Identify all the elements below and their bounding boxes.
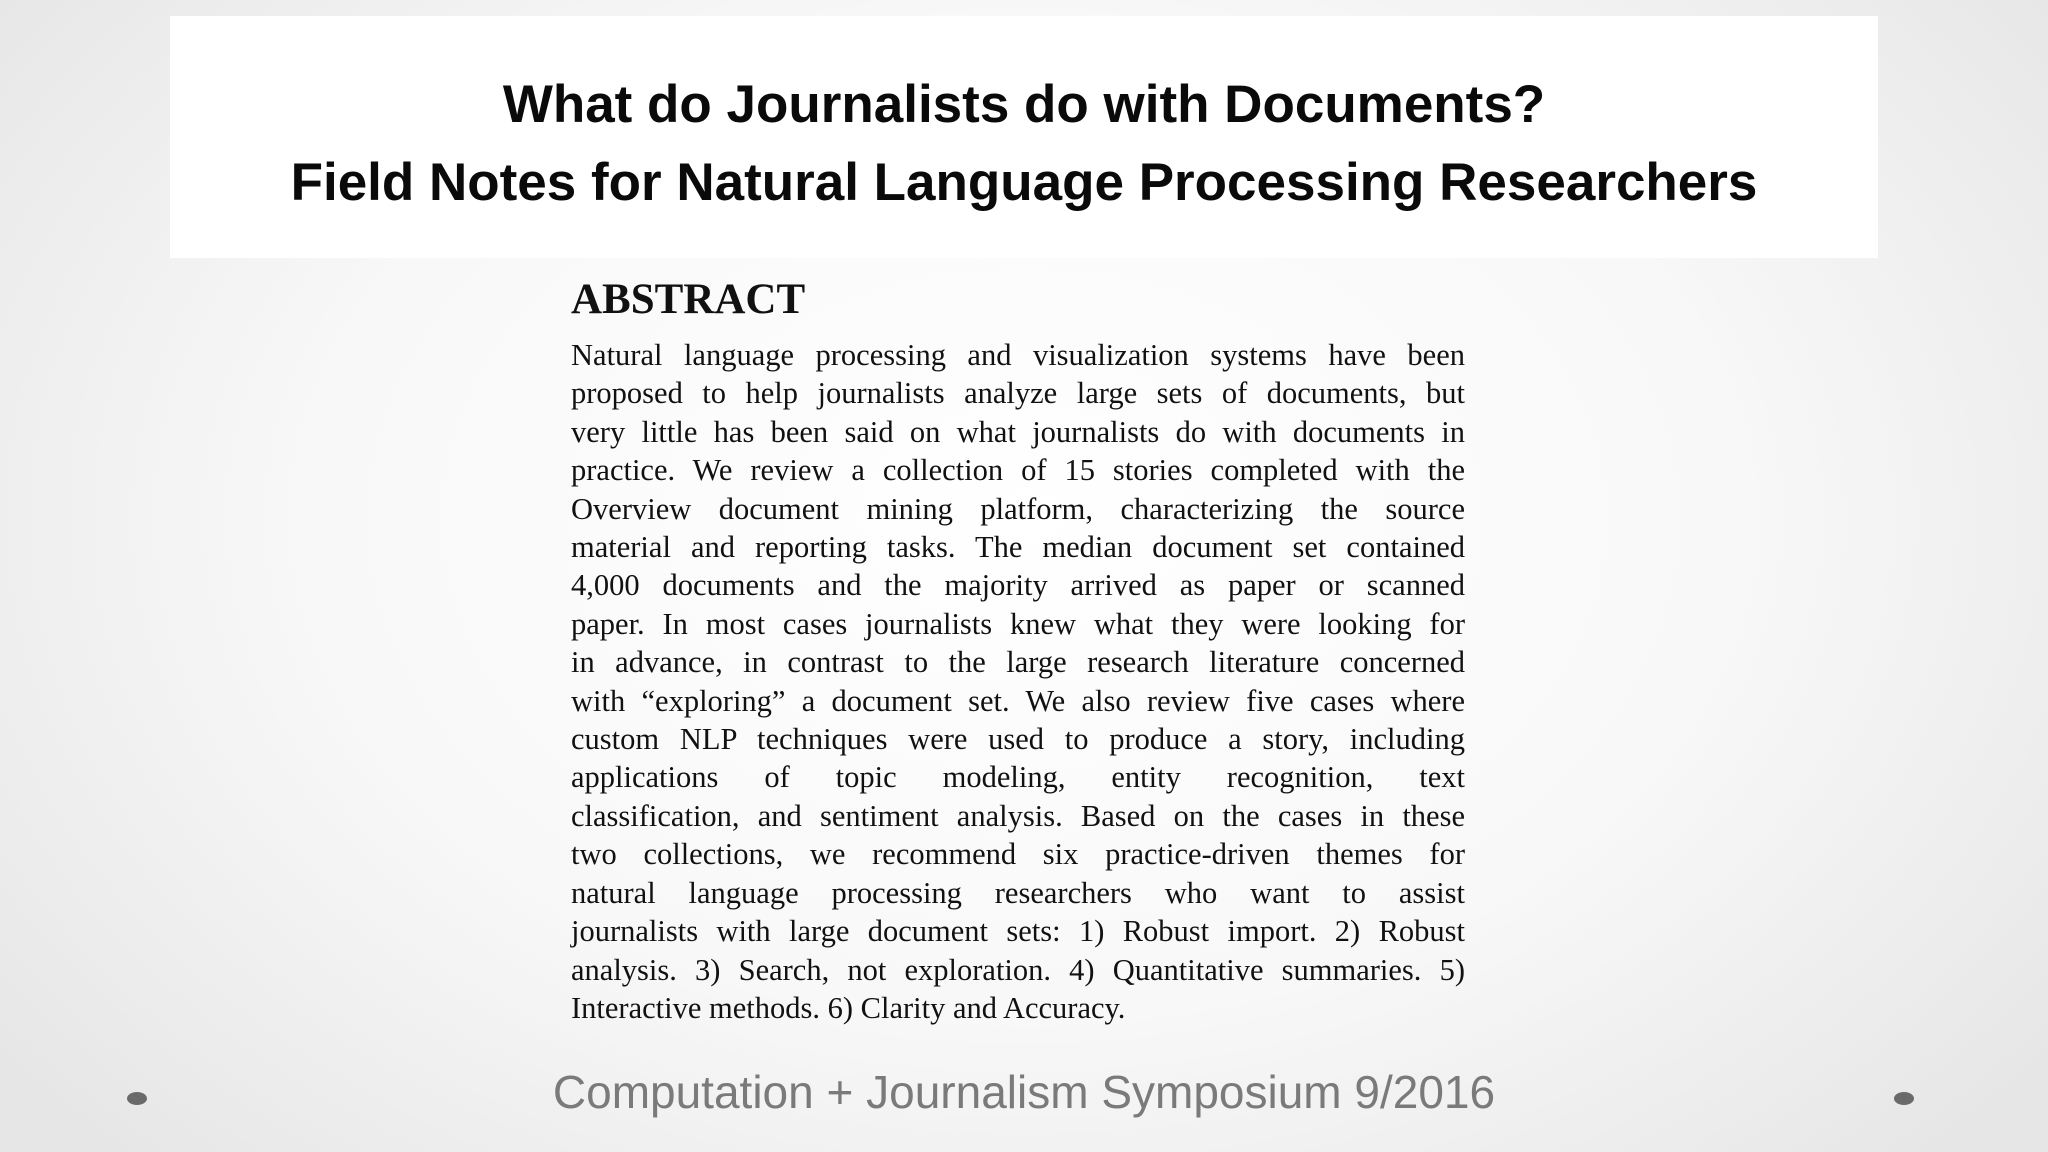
abstract-line: very little has been said on what journalists do with documents in — [571, 414, 1465, 449]
abstract-line: 4,000 documents and the majority arrived as paper or scanned — [571, 568, 1465, 603]
abstract-line: applications of topic modeling, entity recognition, text — [571, 760, 1465, 795]
abstract-line: paper. In most cases journalists knew what they were looking for — [571, 606, 1465, 641]
abstract-line: with “exploring” a document set. We also review five cases where — [571, 683, 1465, 718]
abstract-line: in advance, in contrast to the large research literature concerned — [571, 645, 1465, 680]
abstract-body — [571, 336, 1465, 1027]
title-banner — [170, 16, 1878, 258]
abstract-line: proposed to help journalists analyze large sets of documents, but — [571, 376, 1465, 411]
abstract-line: Overview document mining platform, characterizing the source — [571, 491, 1465, 526]
abstract-line: two collections, we recommend six practice-driven themes for — [571, 837, 1465, 872]
slide-title-line-1: What do Journalists do with Documents? — [502, 75, 1546, 134]
abstract-line: practice. We review a collection of 15 stories completed with the — [571, 453, 1465, 488]
abstract-line: custom NLP techniques were used to produce a story, including — [571, 722, 1465, 757]
abstract-section — [571, 270, 1465, 1027]
abstract-line: analysis. 3) Search, not exploration. 4) Quantitative summaries. 5) — [571, 952, 1465, 987]
abstract-line: Natural language processing and visualization systems have been — [571, 338, 1465, 372]
slide-bullet-dot-right — [1894, 1092, 1914, 1105]
abstract-line: classification, and sentiment analysis. Based on the cases in these — [571, 798, 1465, 833]
abstract-line: Interactive methods. 6) Clarity and Accuracy. — [571, 990, 1126, 1025]
slide-title-line-2: Field Notes for Natural Language Processing Researchers — [290, 153, 1758, 212]
footer-caption: Computation + Journalism Symposium 9/2016 — [552, 1066, 1496, 1118]
abstract-line: journalists with large document sets: 1) Robust import. 2) Robust — [571, 914, 1465, 949]
abstract-line: natural language processing researchers who want to assist — [571, 875, 1465, 910]
abstract-heading: ABSTRACT — [571, 276, 806, 323]
abstract-line: material and reporting tasks. The median document set contained — [571, 530, 1465, 565]
